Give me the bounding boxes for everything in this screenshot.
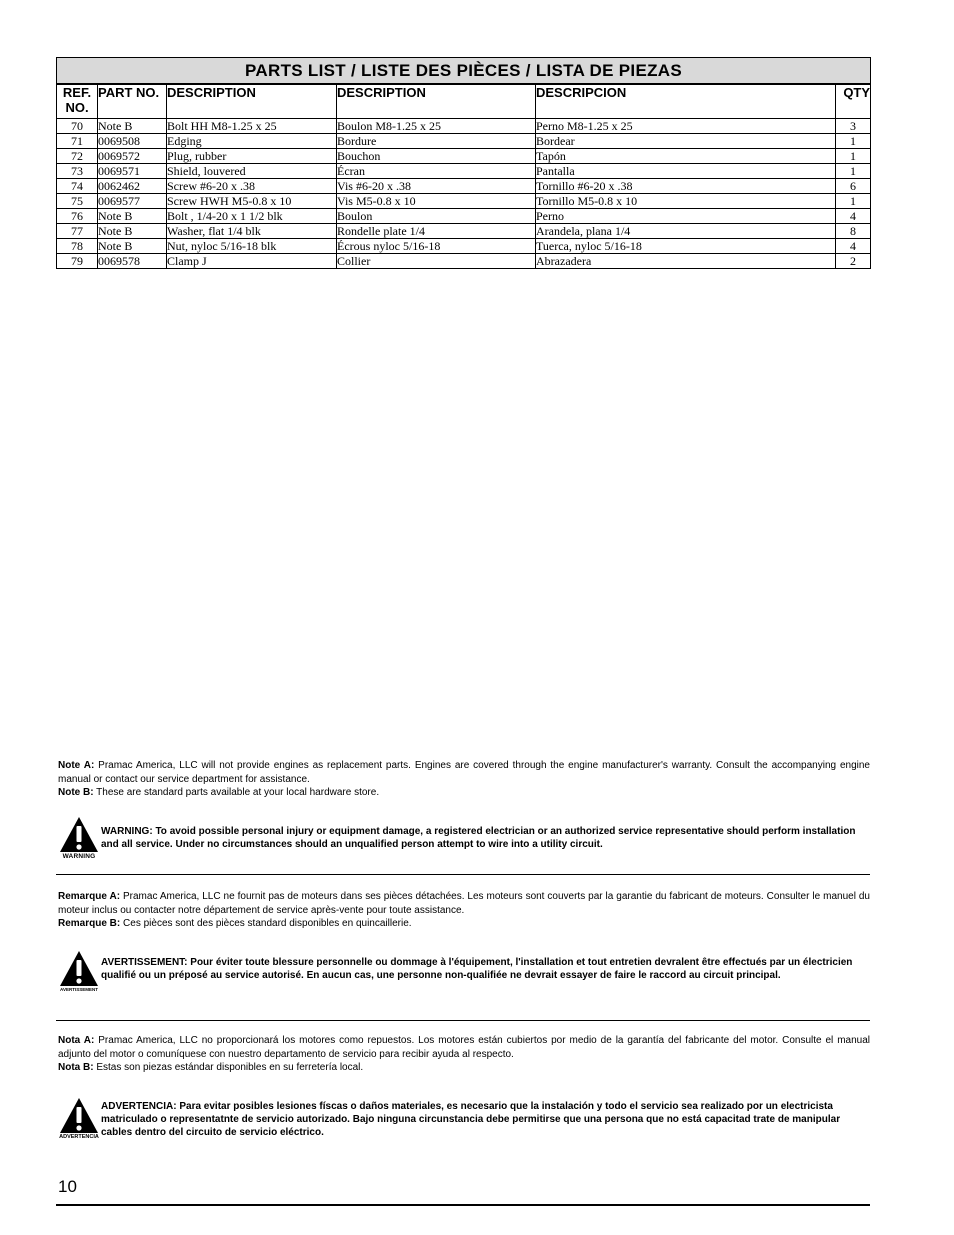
note-b-text: These are standard parts available at your local hardware store. bbox=[96, 787, 380, 798]
table-row bbox=[57, 119, 871, 134]
cell-part: 0069508 bbox=[98, 134, 167, 149]
parts-table bbox=[56, 57, 871, 269]
table-row bbox=[57, 224, 871, 239]
cell-qty: 4 bbox=[836, 239, 871, 254]
col-header-desc-fr: DESCRIPTION bbox=[337, 84, 536, 119]
cell-part: 0069571 bbox=[98, 164, 167, 179]
cell-part: 0069572 bbox=[98, 149, 167, 164]
remarque-b-label: Remarque B: bbox=[58, 918, 121, 929]
notes-english bbox=[58, 759, 870, 800]
table-header-row bbox=[57, 84, 871, 119]
table-row bbox=[57, 149, 871, 164]
remarque-b bbox=[58, 917, 870, 931]
remarque-a-text: Pramac America, LLC ne fournit pas de moteurs dans ses pièces détachées. Les moteurs sont couverts par la garantie du fabricant de moteurs. Consulter le manuel du moteur inclus ou contacter notre département de service après-vente pour toute assistance. bbox=[58, 891, 870, 916]
cell-part: Note B bbox=[98, 209, 167, 224]
nota-a bbox=[58, 1034, 870, 1061]
nota-b-label: Nota B: bbox=[58, 1062, 94, 1073]
notes-french bbox=[58, 890, 870, 931]
warning-text: AVERTISSEMENT: Pour éviter toute blessure personnelle ou dommage à l'équipement, l'installation et tout entretien devralent être effectués par un électricien qualifié ou un préposé au service autorisé. En aucun cas, une personne non-qualifiée ne devrait essayer de faire le raccord au circuit principal. bbox=[101, 957, 853, 981]
table-row bbox=[57, 194, 871, 209]
cell-desc-en: Screw HWH M5-0.8 x 10 bbox=[167, 194, 337, 209]
nota-a-text: Pramac America, LLC no proporcionará los motores como repuestos. Los motores están cubiertos por medio de la garantía del fabricante del motor. Consulte el manual adjunto del motor o comuníquese con nuestro departamento de servicio para recibir ayuda al respecto. bbox=[58, 1035, 871, 1060]
table-row bbox=[57, 254, 871, 269]
cell-qty: 3 bbox=[836, 119, 871, 134]
warning-icon-label: WARNING bbox=[62, 853, 96, 860]
cell-desc-fr: Collier bbox=[337, 254, 536, 269]
nota-b-text: Estas son piezas estándar disponibles en su ferretería local. bbox=[96, 1062, 364, 1073]
cell-desc-es: Arandela, plana 1/4 bbox=[536, 224, 836, 239]
cell-desc-es: Perno bbox=[536, 209, 836, 224]
cell-desc-en: Bolt , 1/4-20 x 1 1/2 blk bbox=[167, 209, 337, 224]
cell-desc-en: Clamp J bbox=[167, 254, 337, 269]
footer-rule bbox=[56, 1204, 870, 1206]
cell-ref: 74 bbox=[57, 179, 98, 194]
cell-part: Note B bbox=[98, 239, 167, 254]
warning-spanish bbox=[56, 1097, 870, 1149]
cell-qty: 1 bbox=[836, 164, 871, 179]
cell-desc-fr: Vis #6-20 x .38 bbox=[337, 179, 536, 194]
cell-desc-es: Bordear bbox=[536, 134, 836, 149]
cell-desc-fr: Boulon bbox=[337, 209, 536, 224]
cell-desc-en: Plug, rubber bbox=[167, 149, 337, 164]
cell-qty: 2 bbox=[836, 254, 871, 269]
table-row bbox=[57, 134, 871, 149]
cell-desc-fr: Bouchon bbox=[337, 149, 536, 164]
cell-ref: 76 bbox=[57, 209, 98, 224]
cell-desc-en: Nut, nyloc 5/16-18 blk bbox=[167, 239, 337, 254]
cell-desc-fr: Écrous nyloc 5/16-18 bbox=[337, 239, 536, 254]
note-b-label: Note B: bbox=[58, 787, 94, 798]
col-header-ref: REF. NO. bbox=[57, 84, 98, 119]
col-header-qty: QTY bbox=[836, 84, 871, 119]
cell-desc-es: Pantalla bbox=[536, 164, 836, 179]
nota-a-label: Nota A: bbox=[58, 1035, 95, 1046]
note-b bbox=[58, 786, 870, 800]
cell-desc-es: Tuerca, nyloc 5/16-18 bbox=[536, 239, 836, 254]
remarque-a-label: Remarque A: bbox=[58, 891, 121, 902]
notes-spanish bbox=[58, 1034, 870, 1075]
cell-desc-en: Screw #6-20 x .38 bbox=[167, 179, 337, 194]
cell-ref: 71 bbox=[57, 134, 98, 149]
cell-ref: 72 bbox=[57, 149, 98, 164]
cell-part: 0062462 bbox=[98, 179, 167, 194]
cell-desc-es: Tornillo #6-20 x .38 bbox=[536, 179, 836, 194]
nota-b bbox=[58, 1061, 870, 1075]
cell-part: 0069578 bbox=[98, 254, 167, 269]
warning-french bbox=[56, 950, 870, 1002]
cell-desc-es: Abrazadera bbox=[536, 254, 836, 269]
cell-part: Note B bbox=[98, 119, 167, 134]
remarque-b-text: Ces pièces sont des pièces standard disponibles en quincaillerie. bbox=[123, 918, 412, 929]
cell-desc-fr: Bordure bbox=[337, 134, 536, 149]
cell-desc-en: Washer, flat 1/4 blk bbox=[167, 224, 337, 239]
cell-desc-fr: Rondelle plate 1/4 bbox=[337, 224, 536, 239]
warning-icon-label: AVERTISSEMENT bbox=[60, 987, 98, 992]
cell-desc-es: Tornillo M5-0.8 x 10 bbox=[536, 194, 836, 209]
cell-ref: 75 bbox=[57, 194, 98, 209]
cell-ref: 77 bbox=[57, 224, 98, 239]
col-header-part: PART NO. bbox=[98, 84, 167, 119]
cell-qty: 1 bbox=[836, 149, 871, 164]
note-a-text: Pramac America, LLC will not provide engines as replacement parts. Engines are covered through the engine manufacturer's warranty. Consult the accompanying engine manual or contact our service department for assistance. bbox=[58, 760, 870, 785]
table-row bbox=[57, 164, 871, 179]
table-row bbox=[57, 179, 871, 194]
parts-table-body bbox=[57, 119, 871, 269]
cell-desc-fr: Vis M5-0.8 x 10 bbox=[337, 194, 536, 209]
cell-desc-es: Perno M8-1.25 x 25 bbox=[536, 119, 836, 134]
note-a-label: Note A: bbox=[58, 760, 95, 771]
cell-ref: 78 bbox=[57, 239, 98, 254]
parts-list-title: PARTS LIST / LISTE DES PIÈCES / LISTA DE PIEZAS bbox=[57, 58, 871, 85]
warning-text: ADVERTENCIA: Para evitar posibles lesiones físcas o daños materiales, es necesario que la instalación y todo el servicio sea realizado por un electricista matriculado o representatnte de servicio autorizado. Bajo ninguna circunstancia debe permitirse que una persona que no está capacitad trate de manipular cables dentro del circuito de servicio eléctrico. bbox=[101, 1101, 841, 1138]
section-divider bbox=[56, 874, 870, 875]
cell-desc-es: Tapón bbox=[536, 149, 836, 164]
note-a bbox=[58, 759, 870, 786]
cell-desc-en: Shield, louvered bbox=[167, 164, 337, 179]
cell-qty: 8 bbox=[836, 224, 871, 239]
col-header-desc-en: DESCRIPTION bbox=[167, 84, 337, 119]
cell-qty: 4 bbox=[836, 209, 871, 224]
cell-desc-en: Edging bbox=[167, 134, 337, 149]
cell-desc-fr: Écran bbox=[337, 164, 536, 179]
cell-part: 0069577 bbox=[98, 194, 167, 209]
cell-desc-en: Bolt HH M8-1.25 x 25 bbox=[167, 119, 337, 134]
cell-part: Note B bbox=[98, 224, 167, 239]
remarque-a bbox=[58, 890, 870, 917]
warning-text: WARNING: To avoid possible personal injury or equipment damage, a registered electrician or an authorized service representative should perform installation and all service. Under no circumstances should an unqualified person attempt to wire into a utility circuit. bbox=[101, 826, 856, 850]
warning-english bbox=[56, 816, 870, 868]
cell-ref: 73 bbox=[57, 164, 98, 179]
cell-ref: 79 bbox=[57, 254, 98, 269]
cell-qty: 1 bbox=[836, 134, 871, 149]
cell-qty: 1 bbox=[836, 194, 871, 209]
section-divider bbox=[56, 1020, 870, 1021]
table-row bbox=[57, 239, 871, 254]
table-row bbox=[57, 209, 871, 224]
col-header-desc-es: DESCRIPCION bbox=[536, 84, 836, 119]
cell-desc-fr: Boulon M8-1.25 x 25 bbox=[337, 119, 536, 134]
page-number: 10 bbox=[58, 1177, 77, 1196]
cell-ref: 70 bbox=[57, 119, 98, 134]
warning-icon-label: ADVERTENCIA bbox=[59, 1134, 99, 1140]
cell-qty: 6 bbox=[836, 179, 871, 194]
